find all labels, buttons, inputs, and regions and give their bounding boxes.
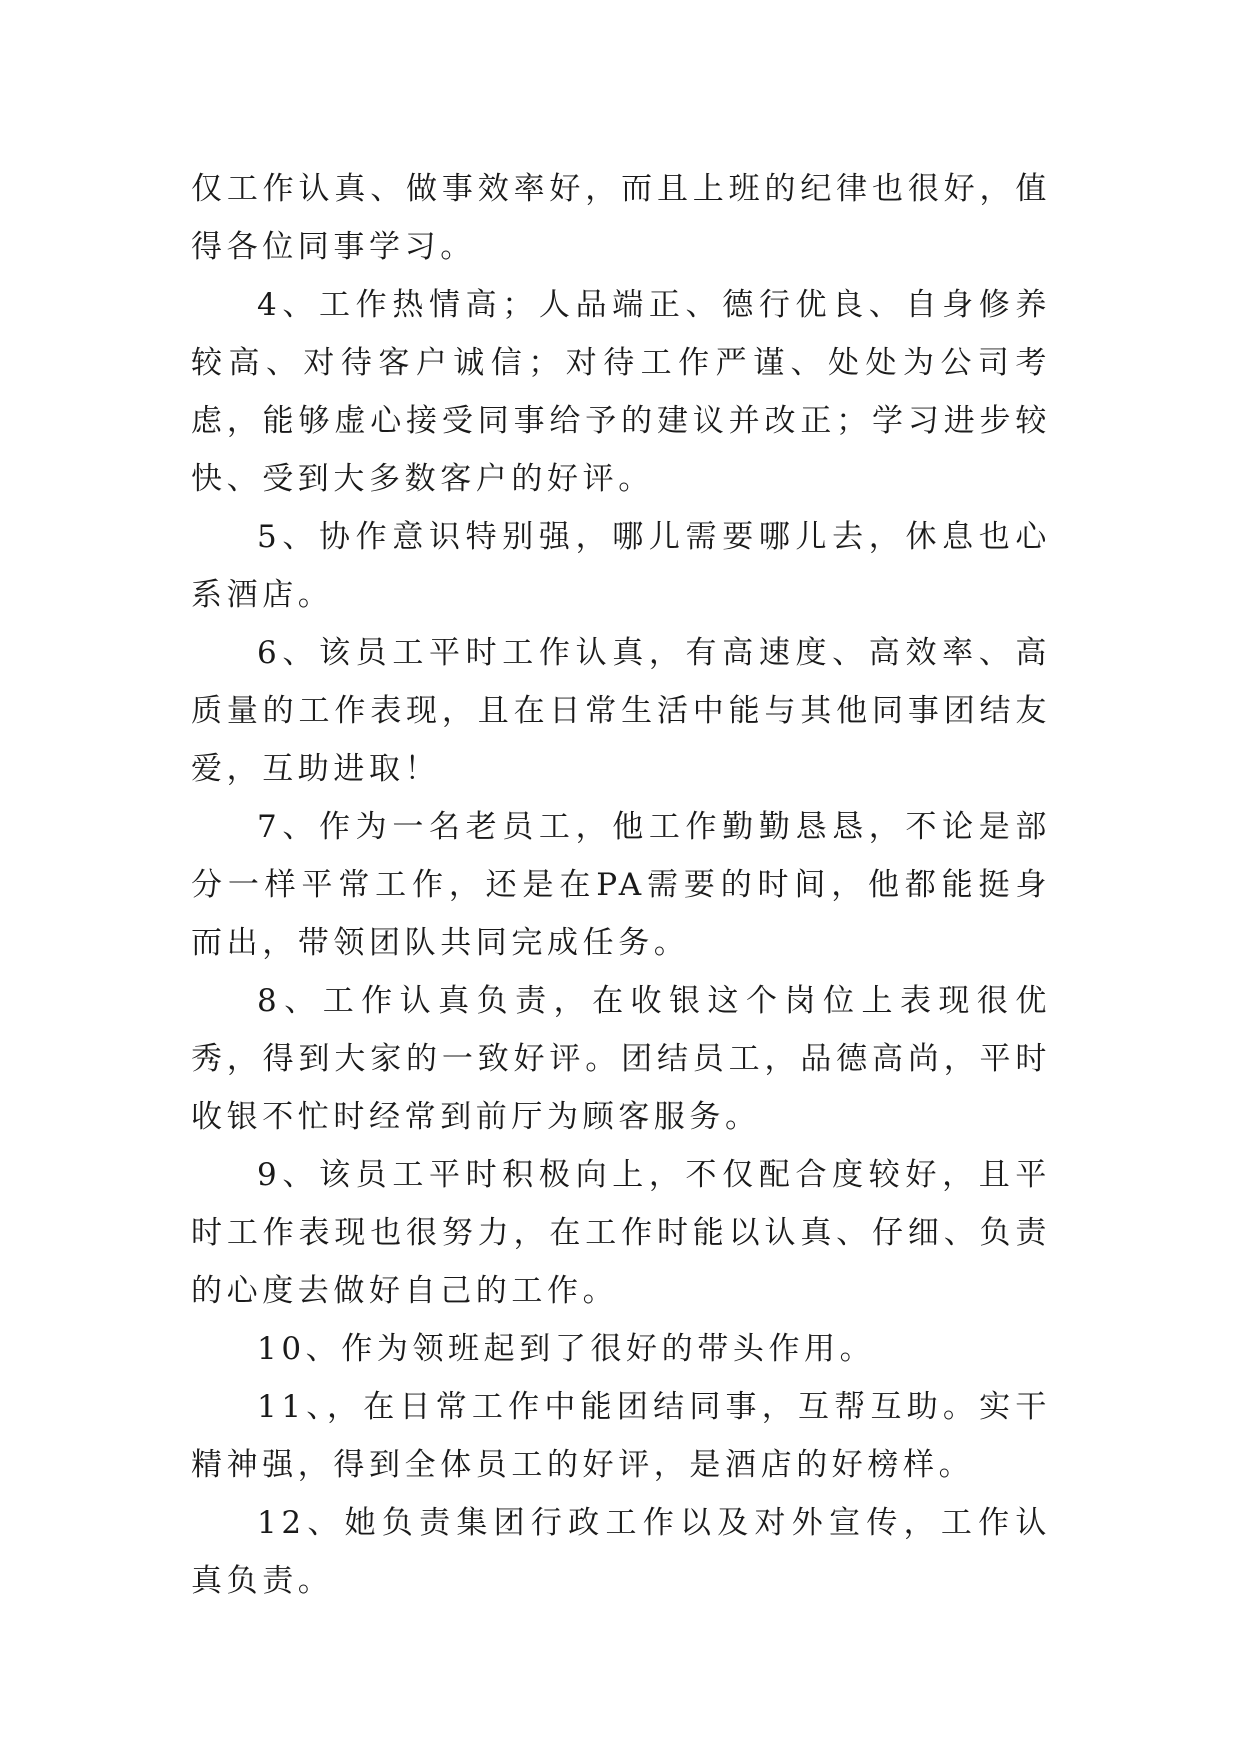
document-body: [191, 160, 1051, 1610]
paragraph-item-8: 8、工作认真负责，在收银这个岗位上表现很优秀，得到大家的一致好评。团结员工，品德高尚，平时收银不忙时经常到前厅为顾客服务。: [191, 983, 1051, 1135]
paragraph-item-9: 9、该员工平时积极向上，不仅配合度较好，且平时工作表现也很努力，在工作时能以认真、仔细、负责的心度去做好自己的工作。: [191, 1157, 1051, 1309]
paragraph-item-7: 7、作为一名老员工，他工作勤勤恳恳，不论是部分一样平常工作，还是在PA需要的时间，他都能挺身而出，带领团队共同完成任务。: [191, 809, 1051, 961]
paragraph-item-5: 5、协作意识特别强，哪儿需要哪儿去，休息也心系酒店。: [191, 519, 1051, 613]
paragraph-item-4: 4、工作热情高；人品端正、德行优良、自身修养较高、对待客户诚信；对待工作严谨、处处为公司考虑，能够虚心接受同事给予的建议并改正；学习进步较快、受到大多数客户的好评。: [191, 287, 1051, 497]
paragraph-item-12: 12、她负责集团行政工作以及对外宣传，工作认真负责。: [191, 1505, 1051, 1599]
paragraph-continued: 仅工作认真、做事效率好，而且上班的纪律也很好，值得各位同事学习。: [191, 171, 1051, 265]
paragraph-item-10: 10、作为领班起到了很好的带头作用。: [257, 1331, 876, 1367]
paragraph-item-11: 11、，在日常工作中能团结同事，互帮互助。实干精神强，得到全体员工的好评，是酒店的好榜样。: [191, 1389, 1051, 1483]
paragraph-item-6: 6、该员工平时工作认真，有高速度、高效率、高质量的工作表现，且在日常生活中能与其他同事团结友爱，互助进取！: [191, 635, 1051, 787]
